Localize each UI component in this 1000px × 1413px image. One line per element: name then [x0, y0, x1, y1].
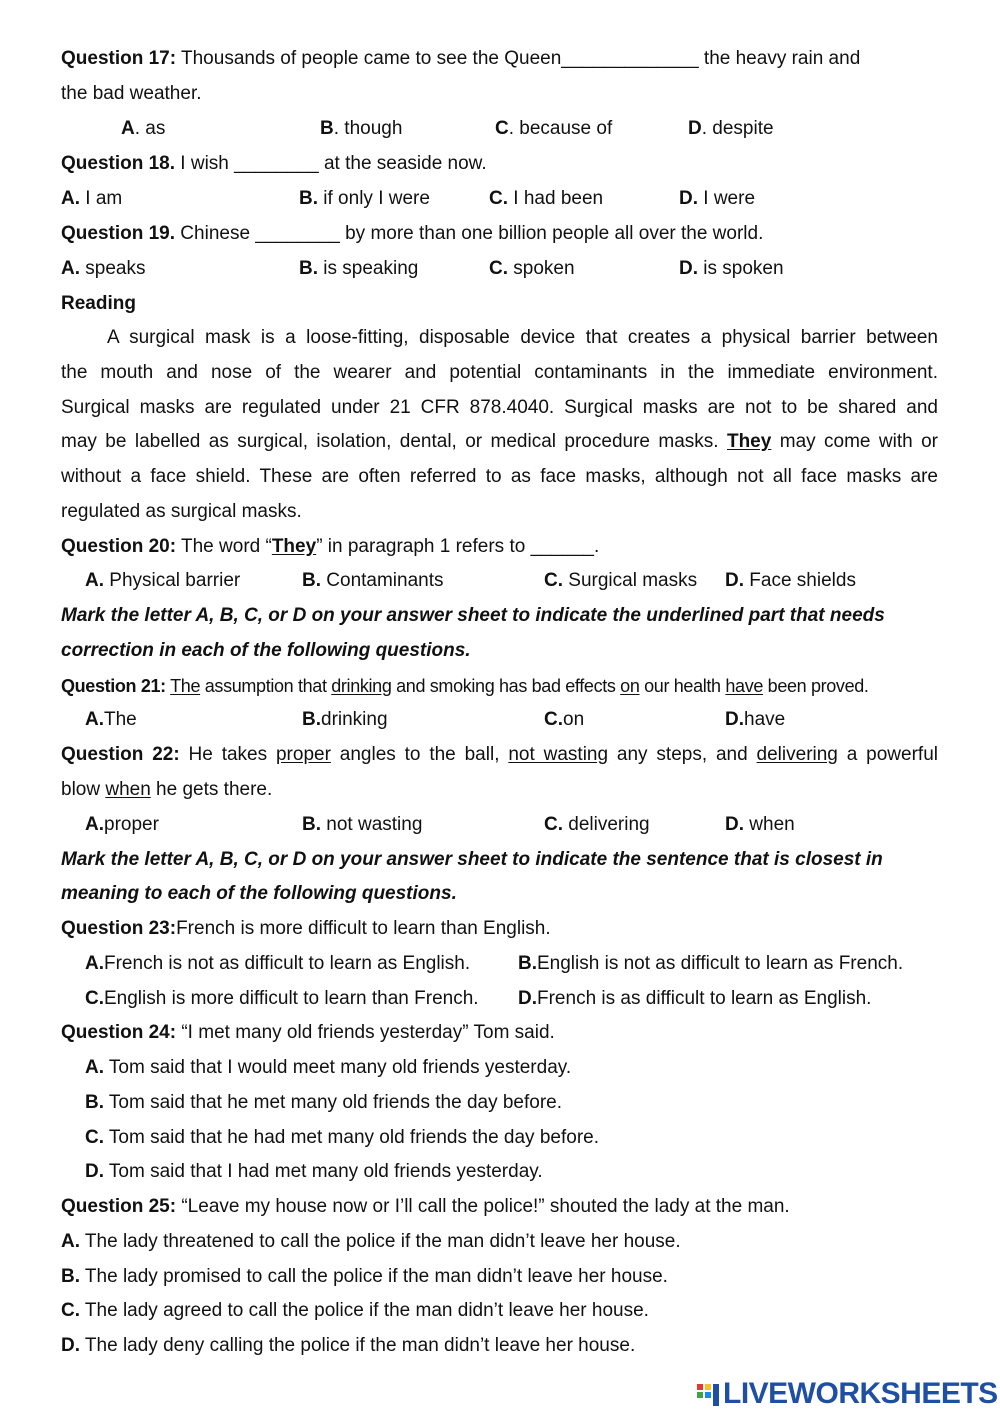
option-b[interactable]: B. is speaking	[299, 258, 419, 279]
logo-square-4	[705, 1392, 711, 1398]
option-b[interactable]: B. if only I were	[299, 188, 430, 209]
option-d[interactable]: D. when	[725, 814, 795, 835]
question-23-stem: Question 23:French is more difficult to learn than English.	[61, 918, 551, 939]
logo-text: LIVEWORKSHEETS	[723, 1377, 998, 1410]
question-label: Question 23:	[61, 918, 177, 939]
instruction-line-2: correction in each of the following questions.	[61, 640, 471, 661]
logo-square-3	[697, 1392, 703, 1398]
reading-line-4: may be labelled as surgical, isolation, dental, or medical procedure masks. They may come with or	[61, 431, 938, 452]
question-18-stem: Question 18. I wish ________ at the seaside now.	[61, 153, 487, 174]
option-d[interactable]: D. despite	[688, 118, 774, 139]
option-c[interactable]: C. spoken	[489, 258, 575, 279]
reading-line-1: A surgical mask is a loose-fitting, disposable device that creates a physical barrier between	[107, 327, 938, 348]
option-b[interactable]: B. not wasting	[302, 814, 423, 835]
question-17-stem: Question 17: Thousands of people came to see the Queen_____________ the heavy rain and	[61, 48, 861, 69]
reading-line-5: without a face shield. These are often referred to as face masks, although not all face masks are	[61, 466, 938, 487]
option-a[interactable]: A. speaks	[61, 258, 146, 279]
logo-mark-icon	[697, 1382, 721, 1406]
logo-square-1	[697, 1384, 703, 1390]
option-c[interactable]: C. delivering	[544, 814, 650, 835]
question-label: Question 22:	[61, 744, 180, 765]
option-d[interactable]: D. The lady deny calling the police if the man didn’t leave her house.	[61, 1335, 636, 1356]
option-b[interactable]: B. Tom said that he met many old friends the day before.	[85, 1092, 563, 1113]
reading-line-3: Surgical masks are regulated under 21 CFR 878.4040. Surgical masks are not to be shared and	[61, 397, 938, 418]
option-d[interactable]: D.French is as difficult to learn as English.	[518, 988, 872, 1009]
instruction-line-1: Mark the letter A, B, C, or D on your answer sheet to indicate the sentence that is closest in	[61, 849, 883, 870]
option-d[interactable]: D.have	[725, 709, 786, 730]
question-label: Question 17:	[61, 48, 177, 69]
option-b[interactable]: B.English is not as difficult to learn as French.	[518, 953, 904, 974]
option-c[interactable]: C. Surgical masks	[544, 570, 698, 591]
option-d[interactable]: D. is spoken	[679, 258, 784, 279]
instruction-line-2: meaning to each of the following questions.	[61, 883, 457, 904]
reading-line-6: regulated as surgical masks.	[61, 501, 302, 522]
liveworksheets-logo[interactable]	[697, 1378, 998, 1410]
instruction-line-1: Mark the letter A, B, C, or D on your answer sheet to indicate the underlined part that needs	[61, 605, 885, 626]
option-a[interactable]: A.The	[85, 709, 137, 730]
question-25-stem: Question 25: “Leave my house now or I’ll call the police!” shouted the lady at the man.	[61, 1196, 790, 1217]
question-21-stem: Question 21: The assumption that drinking and smoking has bad effects on our health have been proved.	[61, 676, 869, 696]
question-17-stem-continued: the bad weather.	[61, 83, 202, 104]
question-22-stem-continued: blow when he gets there.	[61, 779, 273, 800]
underlined-word: They	[271, 536, 317, 557]
option-b[interactable]: B. Contaminants	[302, 570, 444, 591]
question-label: Question 20:	[61, 536, 177, 557]
reading-line-2: the mouth and nose of the wearer and potential contaminants in the immediate environment.	[61, 362, 938, 383]
option-c[interactable]: C.on	[544, 709, 585, 730]
logo-square-2	[705, 1384, 711, 1390]
option-d[interactable]: D. I were	[679, 188, 756, 209]
option-c[interactable]: C. The lady agreed to call the police if the man didn’t leave her house.	[61, 1300, 649, 1321]
option-a[interactable]: A. The lady threatened to call the police if the man didn’t leave her house.	[61, 1231, 681, 1252]
option-d[interactable]: D. Tom said that I had met many old friends yesterday.	[85, 1161, 543, 1182]
question-label: Question 18.	[61, 153, 176, 174]
question-19-stem: Question 19. Chinese ________ by more than one billion people all over the world.	[61, 223, 764, 244]
question-label: Question 25:	[61, 1196, 177, 1217]
reading-heading: Reading	[61, 293, 136, 314]
option-b[interactable]: B.drinking	[302, 709, 388, 730]
option-c[interactable]: C. I had been	[489, 188, 604, 209]
question-24-stem: Question 24: “I met many old friends yesterday” Tom said.	[61, 1022, 555, 1043]
question-20-stem: Question 20: The word “They” in paragraph 1 refers to ______.	[61, 536, 600, 557]
option-c[interactable]: C. because of	[495, 118, 613, 139]
question-label: Question 24:	[61, 1022, 177, 1043]
question-22-stem: Question 22: He takes proper angles to the ball, not wasting any steps, and delivering a powerful	[61, 744, 938, 765]
question-label: Question 21:	[61, 676, 166, 696]
option-a[interactable]: A.French is not as difficult to learn as English.	[85, 953, 471, 974]
option-d[interactable]: D. Face shields	[725, 570, 856, 591]
option-a[interactable]: A.proper	[85, 814, 159, 835]
option-a[interactable]: A. Physical barrier	[85, 570, 241, 591]
option-b[interactable]: B. though	[320, 118, 403, 139]
option-c[interactable]: C. Tom said that he had met many old friends the day before.	[85, 1127, 599, 1148]
option-a[interactable]: A. as	[121, 118, 166, 139]
option-c[interactable]: C.English is more difficult to learn than French.	[85, 988, 479, 1009]
question-label: Question 19.	[61, 223, 176, 244]
option-a[interactable]: A. I am	[61, 188, 123, 209]
option-b[interactable]: B. The lady promised to call the police if the man didn’t leave her house.	[61, 1266, 668, 1287]
underlined-word: They	[726, 431, 772, 452]
logo-bar	[713, 1384, 719, 1406]
option-a[interactable]: A. Tom said that I would meet many old friends yesterday.	[85, 1057, 572, 1078]
